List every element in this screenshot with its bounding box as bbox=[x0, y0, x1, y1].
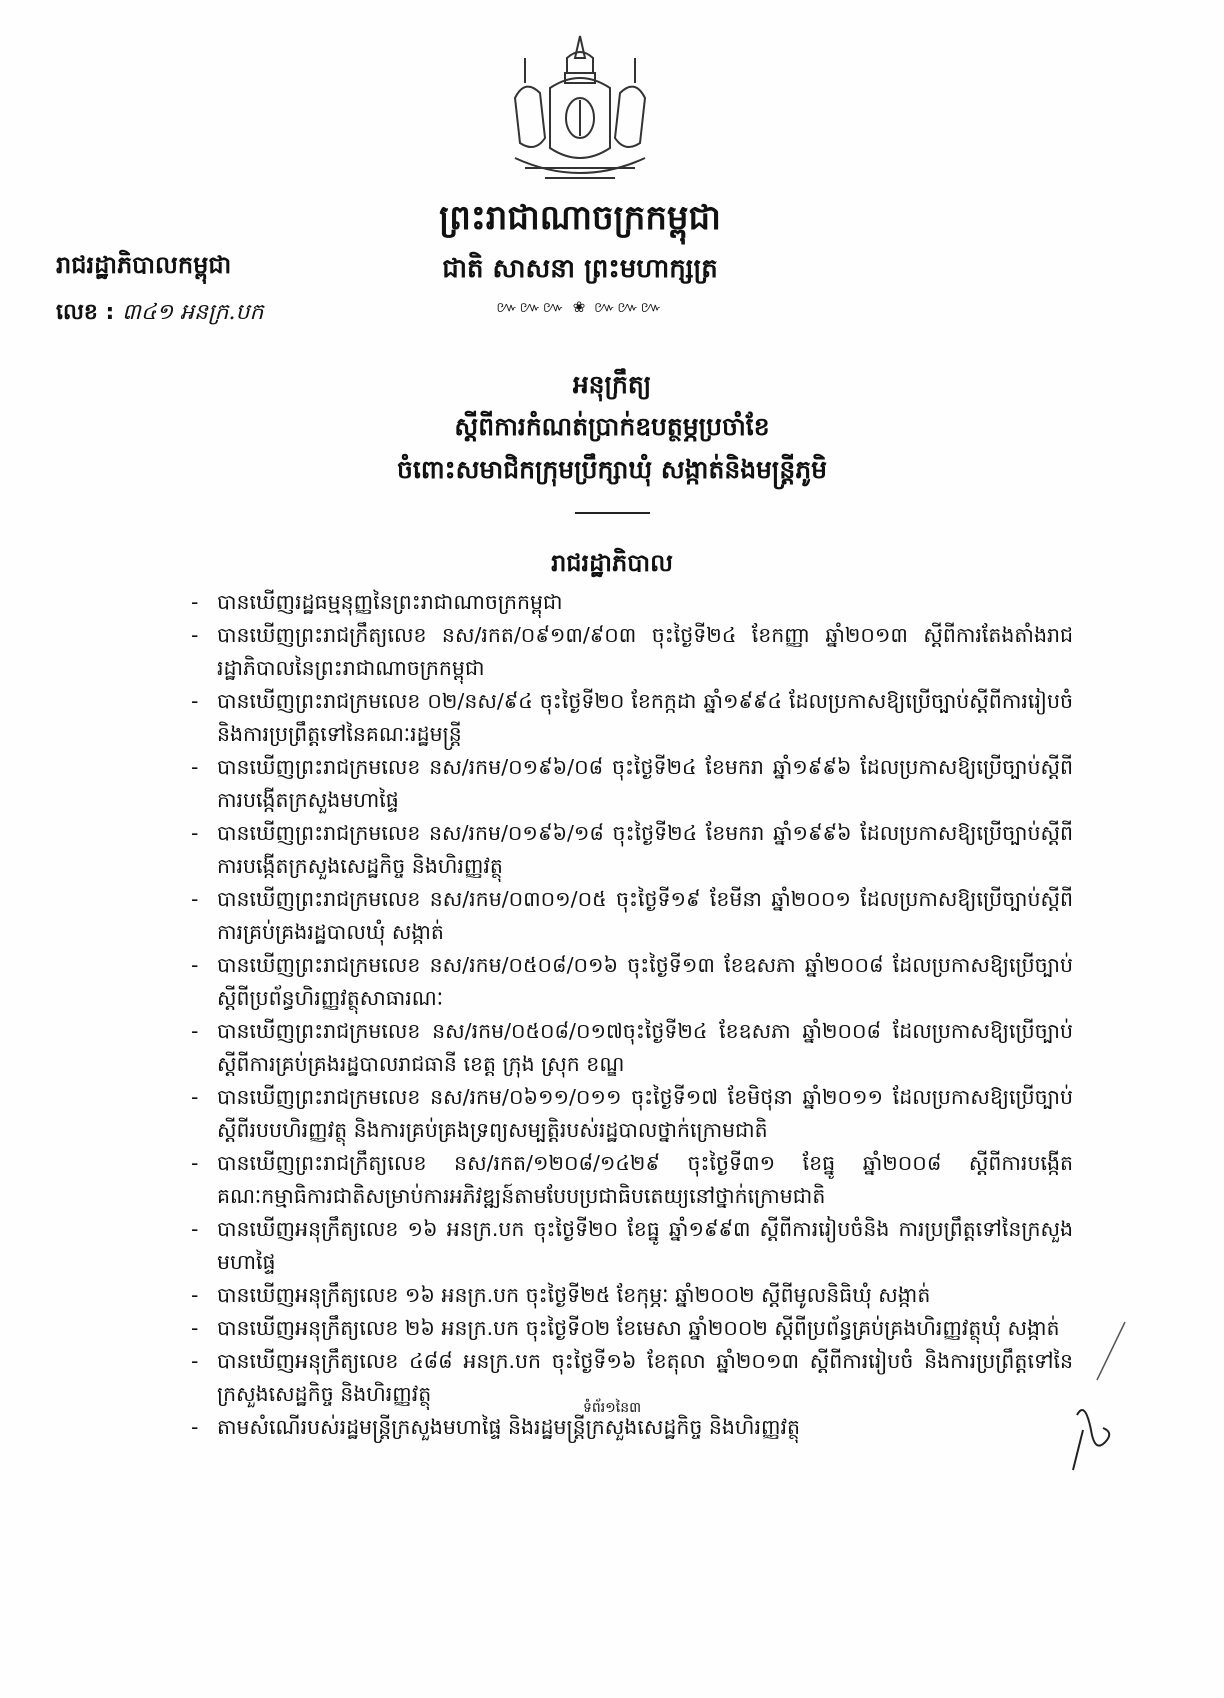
national-motto: ជាតិ សាសនា ព្រះមហាក្សត្រ bbox=[442, 254, 718, 284]
recital-item: - បានឃើញព្រះរាជក្រមលេខ នស/រកម/០១៩៦/០៨ ចុះថ្ងៃទី២៤ ខែមករា ឆ្នាំ១៩៩៦ ដែលប្រកាសឱ្យប្រើច្បាប់ស្ដីពីការបង្កើតក្រសួងមហាផ្ទៃ bbox=[191, 755, 1073, 812]
document-type: អនុក្រឹត្យ bbox=[572, 370, 652, 399]
subject-line-2: ចំពោះសមាជិកក្រុមប្រឹក្សាឃុំ សង្កាត់និងមន្ត្រីភូមិ bbox=[397, 455, 827, 484]
issuing-government: រាជរដ្ឋាភិបាលកម្ពុជា bbox=[56, 251, 232, 279]
recital-item: - បានឃើញព្រះរាជក្រមលេខ នស/រកម/០៥០៨/០១៦ ចុះថ្ងៃទី១៣ ខែឧសភា ឆ្នាំ២០០៨ ដែលប្រកាសឱ្យប្រើច្បាប់ស្ដីពីប្រព័ន្ធហិរញ្ញវត្ថុសាធារណៈ bbox=[191, 953, 1073, 1010]
subject-line-1: ស្ដីពីការកំណត់ប្រាក់ឧបត្ថម្ភប្រចាំខែ bbox=[454, 412, 770, 441]
recital-item: - បានឃើញរដ្ឋធម្មនុញ្ញនៃព្រះរាជាណាចក្រកម្ពុជា bbox=[191, 590, 563, 614]
royal-coat-of-arms-icon bbox=[495, 28, 665, 193]
recital-item: - បានឃើញអនុក្រឹត្យលេខ ៤៨៨ អនក្រ.បក ចុះថ្ងៃទី១៦ ខែតុលា ឆ្នាំ២០១៣ ស្ដីពីការរៀបចំ និងការប្រព្រឹត្តទៅនៃក្រសួងសេដ្ឋកិច្ច និងហិរញ្ញវត្ថុ bbox=[191, 1349, 1073, 1406]
signature-initial-icon bbox=[1025, 1320, 1135, 1480]
recitals-list bbox=[183, 586, 1073, 1444]
recital-item: - តាមសំណើរបស់រដ្ឋមន្ត្រីក្រសួងមហាផ្ទៃ និងរដ្ឋមន្ត្រីក្រសួងសេដ្ឋកិច្ច និងហិរញ្ញវត្ថុ bbox=[191, 1415, 800, 1439]
reference-number-value: ៣៤១ អនក្រ.បក bbox=[122, 300, 264, 325]
ornament-divider: ៚៚៚ ❀ ៚៚៚ bbox=[496, 298, 664, 316]
recital-item: - បានឃើញអនុក្រឹត្យលេខ ១៦ អនក្រ.បក ចុះថ្ងៃទី២៥ ខែកុម្ភៈ ឆ្នាំ២០០២ ស្ដីពីមូលនិធិឃុំ សង្កាត់ bbox=[191, 1283, 931, 1307]
recital-item: - បានឃើញអនុក្រឹត្យលេខ ២៦ អនក្រ.បក ចុះថ្ងៃទី០២ ខែមេសា ឆ្នាំ២០០២ ស្ដីពីប្រព័ន្ធគ្រប់គ្រងហិរញ្ញវត្ថុឃុំ សង្កាត់ bbox=[191, 1316, 1060, 1340]
recital-item: - បានឃើញព្រះរាជក្រមលេខ នស/រកម/០១៩៦/១៨ ចុះថ្ងៃទី២៤ ខែមករា ឆ្នាំ១៩៩៦ ដែលប្រកាសឱ្យប្រើច្បាប់ស្ដីពីការបង្កើតក្រសួងសេដ្ឋកិច្ច និងហិរញ្ញវត្ថុ bbox=[191, 821, 1073, 878]
recital-item: - បានឃើញព្រះរាជក្រមលេខ ០២/នស/៩៤ ចុះថ្ងៃទី២០ ខែកក្កដា ឆ្នាំ១៩៩៤ ដែលប្រកាសឱ្យប្រើច្បាប់ស្ដីពីការរៀបចំនិងការប្រព្រឹត្តទៅនៃគណៈរដ្ឋមន្ត្រី bbox=[191, 689, 1073, 746]
recital-item: - បានឃើញព្រះរាជក្រមលេខ នស/រកម/០៣០១/០៥ ចុះថ្ងៃទី១៩ ខែមីនា ឆ្នាំ២០០១ ដែលប្រកាសឱ្យប្រើច្បាប់ស្ដីពីការគ្រប់គ្រងរដ្ឋបាលឃុំ សង្កាត់ bbox=[191, 887, 1073, 944]
recital-item: - បានឃើញព្រះរាជក្រមលេខ នស/រកម/០៥០៨/០១៧ចុះថ្ងៃទី២៤ ខែឧសភា ឆ្នាំ២០០៨ ដែលប្រកាសឱ្យប្រើច្បាប់ស្ដីពីការគ្រប់គ្រងរដ្ឋបាលរាជធានី ខេត្ត ក្រុង ស្រុក ខណ្ឌ bbox=[191, 1019, 1073, 1076]
recital-item: - បានឃើញព្រះរាជក្រឹត្យលេខ នស/រកត/០៩១៣/៩០៣ ចុះថ្ងៃទី២៤ ខែកញ្ញា ឆ្នាំ២០១៣ ស្ដីពីការតែងតាំងរាជរដ្ឋាភិបាលនៃព្រះរាជាណាចក្រកម្ពុជា bbox=[191, 623, 1073, 680]
page-number: ទំព័រ១នៃ៣ bbox=[582, 1400, 642, 1416]
reference-number bbox=[56, 298, 263, 330]
recital-item: - បានឃើញអនុក្រឹត្យលេខ ១៦ អនក្រ.បក ចុះថ្ងៃទី២០ ខែធ្នូ ឆ្នាំ១៩៩៣ ស្ដីពីការរៀបចំនិង ការប្រព្រឹត្តទៅនៃក្រសួងមហាផ្ទៃ bbox=[191, 1217, 1073, 1274]
recital-item: - បានឃើញព្រះរាជក្រឹត្យលេខ នស/រកត/១២០៨/១៤២៩ ចុះថ្ងៃទី៣១ ខែធ្នូ ឆ្នាំ២០០៨ ស្ដីពីការបង្កើតគណៈកម្មាធិការជាតិសម្រាប់ការអភិវឌ្ឍន៍តាមបែបប្រជាធិបតេយ្យនៅថ្នាក់ក្រោមជាតិ bbox=[191, 1151, 1073, 1208]
authority-heading: រាជរដ្ឋាភិបាល bbox=[551, 549, 673, 577]
kingdom-title: ព្រះរាជាណាចក្រកម្ពុជា bbox=[439, 198, 721, 238]
recital-item: - បានឃើញព្រះរាជក្រមលេខ នស/រកម/០៦១១/០១១ ចុះថ្ងៃទី១៧ ខែមិថុនា ឆ្នាំ២០១១ ដែលប្រកាសឱ្យប្រើច្បាប់ស្ដីពីរបបហិរញ្ញវត្ថុ និងការគ្រប់គ្រងទ្រព្យសម្បត្តិរបស់រដ្ឋបាលថ្នាក់ក្រោមជាតិ bbox=[191, 1085, 1073, 1142]
reference-number-label: លេខ : bbox=[56, 300, 115, 325]
title-separator bbox=[575, 512, 650, 514]
